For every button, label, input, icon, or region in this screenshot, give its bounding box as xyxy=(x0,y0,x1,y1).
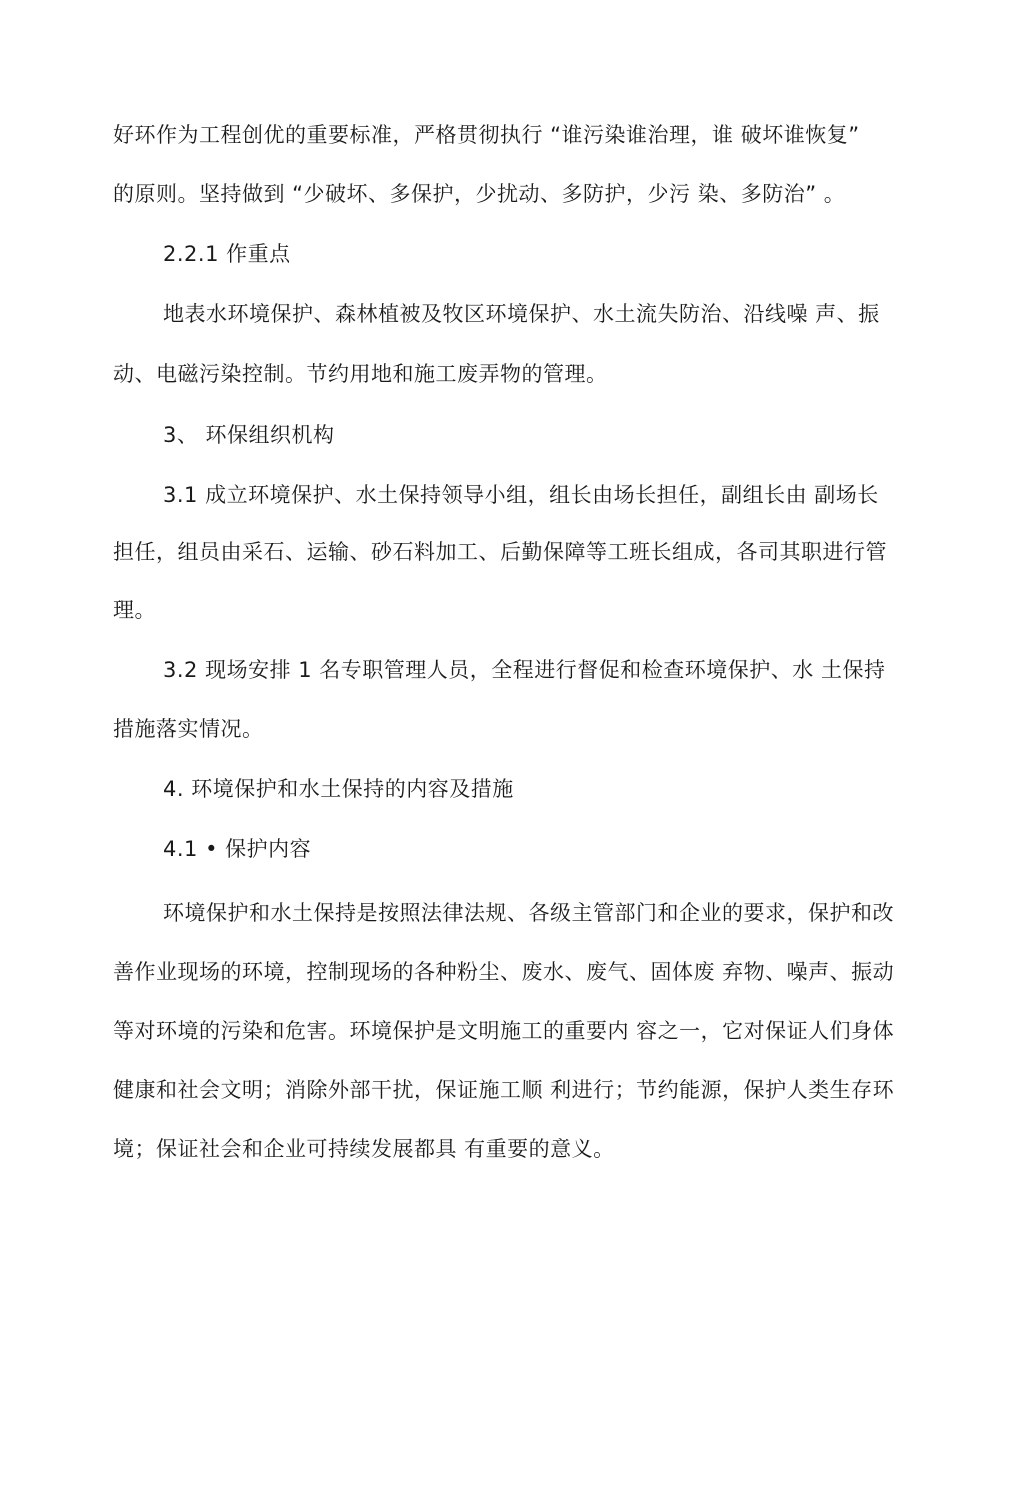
paragraph-line: 等对环境的污染和危害。环境保护是文明施工的重要内 容之一，它对保证人们身体 xyxy=(113,1019,895,1043)
section-heading: 3、 环保组织机构 xyxy=(163,423,335,447)
paragraph-line: 善作业现场的环境，控制现场的各种粉尘、废水、废气、固体废 弃物、噪声、振动 xyxy=(113,960,895,984)
paragraph-line: 3.2 现场安排 1 名专职管理人员，全程进行督促和检查环境保护、水 土保持 xyxy=(163,658,886,682)
section-heading: 4. 环境保护和水土保持的内容及措施 xyxy=(163,777,514,801)
paragraph-line: 理。 xyxy=(113,598,156,622)
paragraph-line: 动、电磁污染控制。节约用地和施工废弄物的管理。 xyxy=(113,362,608,386)
paragraph-line: 环境保护和水土保持是按照法律法规、各级主管部门和企业的要求，保护和改 xyxy=(163,901,894,925)
paragraph-line: 好环作为工程创优的重要标准，严格贯彻执行 “谁污染谁治理，谁 破坏谁恢复” xyxy=(113,123,860,147)
section-heading: 4.1 • 保护内容 xyxy=(163,837,312,861)
paragraph-line: 担任，组员由采石、运输、砂石料加工、后勤保障等工班长组成，各司其职进行管 xyxy=(113,540,887,564)
paragraph-line: 的原则。坚持做到 “少破坏、多保护，少扰动、多防护，少污 染、多防治” 。 xyxy=(113,182,846,206)
paragraph-line: 地表水环境保护、森林植被及牧区环境保护、水土流失防治、沿线噪 声、振 xyxy=(163,302,880,326)
paragraph-line: 措施落实情况。 xyxy=(113,717,264,741)
paragraph-line: 境；保证社会和企业可持续发展都具 有重要的意义。 xyxy=(113,1137,615,1161)
paragraph-line: 健康和社会文明；消除外部干扰，保证施工顺 利进行；节约能源，保护人类生存环 xyxy=(113,1078,895,1102)
section-heading: 2.2.1 作重点 xyxy=(163,242,291,266)
paragraph-line: 3.1 成立环境保护、水土保持领导小组，组长由场长担任，副组长由 副场长 xyxy=(163,483,879,507)
